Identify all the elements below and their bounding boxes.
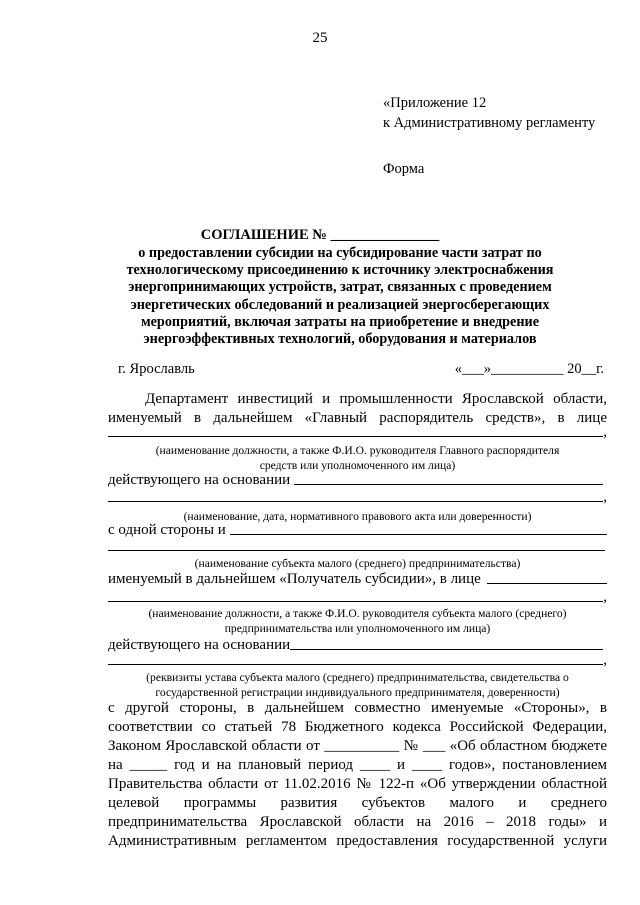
comma: , bbox=[603, 489, 607, 505]
caption-basis-1: (наименование, дата, нормативного правового акта или доверенности) bbox=[183, 510, 532, 523]
fill-underline bbox=[487, 583, 607, 584]
blank-line-official[interactable] bbox=[108, 424, 607, 441]
agreement-subtitle bbox=[100, 245, 580, 348]
fill-underline bbox=[108, 436, 603, 437]
recipient-label: именуемый в дальнейшем «Получатель субсидии», в лице bbox=[108, 571, 481, 587]
caption-line: (наименование должности, а также Ф.И.О. руководителя субъекта малого (среднего) bbox=[148, 607, 567, 620]
appendix-line-1: «Приложение 12 bbox=[383, 95, 487, 111]
form-label: Форма bbox=[383, 161, 425, 177]
comma: , bbox=[603, 652, 607, 668]
body-line: именуемый в дальнейшем «Главный распорядитель средств», в лице bbox=[108, 410, 607, 426]
body-line: Административным регламентом предоставления государственной услуги bbox=[108, 833, 607, 849]
body-line: предпринимательства Ярославской области на 2016 – 2018 годы» и bbox=[108, 814, 607, 830]
fill-underline bbox=[108, 601, 603, 602]
comma: , bbox=[603, 589, 607, 605]
acting-label: действующего на основании bbox=[108, 637, 291, 653]
caption-official bbox=[108, 443, 607, 473]
subtitle-line: мероприятий, включая затраты на приобретение и внедрение bbox=[140, 313, 540, 330]
one-side-label: с одной стороны и bbox=[108, 522, 226, 538]
blank-line-basis-1[interactable] bbox=[108, 489, 607, 506]
body-line: соответствии со статьей 78 Бюджетного кодекса Российской Федерации, bbox=[108, 719, 607, 735]
caption-line: (наименование должности, а также Ф.И.О. руководителя Главного распорядителя bbox=[155, 444, 560, 457]
subtitle-line: энергопринимающих устройств, затрат, связанных с проведением bbox=[128, 279, 552, 296]
acting-label: действующего на основании bbox=[108, 472, 291, 488]
fill-underline bbox=[108, 664, 603, 665]
city: г. Ярославль bbox=[118, 361, 195, 377]
appendix-header bbox=[383, 93, 595, 133]
subtitle-line: о предоставлении субсидии на субсидирование части затрат по bbox=[138, 245, 542, 261]
fill-underline bbox=[290, 649, 603, 650]
caption-subject: (наименование субъекта малого (среднего) предпринимательства) bbox=[194, 557, 521, 570]
body-line: Законом Ярославской области от __________ № ___ «Об областном бюджете bbox=[108, 738, 607, 754]
fill-underline bbox=[108, 501, 603, 502]
body-line: Правительства области от 11.02.2016 № 122-п «Об утверждении областной bbox=[108, 776, 607, 792]
acting-basis-row-1[interactable] bbox=[108, 472, 607, 489]
appendix-line-2: к Административному регламенту bbox=[383, 115, 596, 131]
fill-underline bbox=[294, 484, 603, 485]
body-line: на _____ год и на плановый период ____ и ____ годов», постановлением bbox=[108, 757, 607, 773]
recipient-row[interactable] bbox=[108, 571, 607, 588]
one-side-row[interactable] bbox=[108, 522, 607, 539]
body-line: целевой программы развития субъектов малого и среднего bbox=[108, 795, 607, 811]
blank-line-basis-2[interactable] bbox=[108, 652, 607, 669]
caption-line: средств или уполномоченного им лица) bbox=[259, 459, 456, 472]
subtitle-line: энергоэффективных технологий, оборудования и материалов bbox=[143, 331, 537, 348]
body-line: Департамент инвестиций и промышленности Ярославской области, bbox=[145, 391, 607, 407]
blank-line-recipient[interactable] bbox=[108, 589, 607, 606]
comma: , bbox=[603, 424, 607, 440]
body-line: с другой стороны, в дальнейшем совместно именуемые «Стороны», в bbox=[108, 700, 607, 716]
page-number: 25 bbox=[312, 30, 328, 46]
fill-underline bbox=[230, 534, 607, 535]
date-placeholder: «___»__________ 20__г. bbox=[454, 361, 604, 377]
subtitle-line: технологическому присоединению к источнику электроснабжения bbox=[126, 262, 554, 279]
caption-basis-2 bbox=[108, 670, 607, 700]
subtitle-line: энергетических обследований и реализацией энергосберегающих bbox=[130, 296, 550, 313]
caption-line: предпринимательства или уполномоченного им лица) bbox=[224, 622, 491, 635]
caption-line: (реквизиты устава субъекта малого (среднего) предпринимательства, свидетельства о bbox=[146, 671, 569, 684]
caption-line: государственной регистрации индивидуального предпринимателя, доверенности) bbox=[155, 686, 560, 699]
caption-recipient bbox=[108, 606, 607, 636]
blank-line-subject[interactable] bbox=[108, 550, 605, 551]
agreement-title: СОГЛАШЕНИЕ № _______________ bbox=[200, 227, 440, 243]
